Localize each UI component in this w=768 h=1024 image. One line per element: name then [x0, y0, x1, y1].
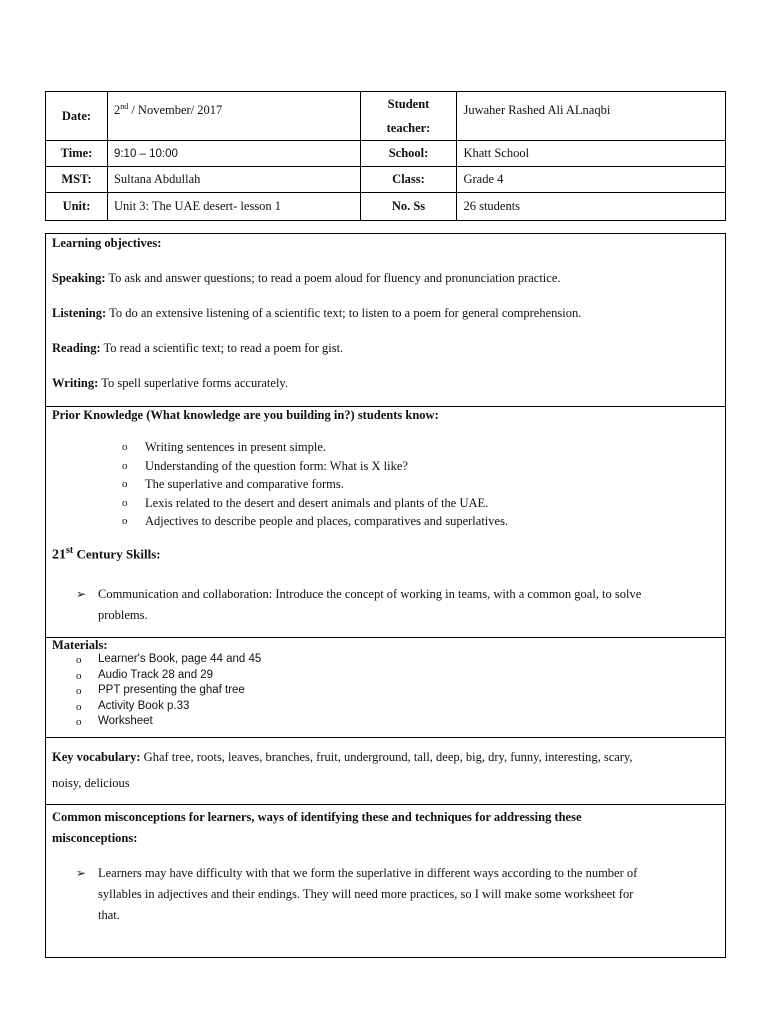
- circle-bullet-icon: o: [76, 716, 82, 728]
- prior-knowledge-item: The superlative and comparative forms.: [145, 477, 344, 491]
- school-label: School:: [360, 141, 457, 167]
- student-teacher-value: Juwaher Rashed Ali ALnaqbi: [457, 92, 726, 141]
- prior-knowledge-item: Writing sentences in present simple.: [145, 440, 327, 454]
- speaking-objective: Speaking: To ask and answer questions; to read a poem aloud for fluency and pronunciation practice.: [52, 271, 561, 285]
- header-row-mst: [46, 167, 726, 193]
- misconceptions-heading-line-2: misconceptions:: [52, 831, 138, 845]
- circle-bullet-icon: o: [122, 496, 128, 509]
- vocabulary-line-2: noisy, delicious: [52, 776, 130, 790]
- century-skills-heading: 21st Century Skills:: [52, 545, 161, 563]
- materials-section: [46, 637, 725, 738]
- lesson-plan-body: [45, 233, 726, 958]
- circle-bullet-icon: o: [76, 685, 82, 697]
- no-ss-value: 26 students: [457, 193, 726, 221]
- mst-label: MST:: [46, 167, 108, 193]
- unit-value: Unit 3: The UAE desert- lesson 1: [107, 193, 360, 221]
- circle-bullet-icon: o: [122, 478, 128, 490]
- key-vocabulary-section: [46, 737, 725, 806]
- misconceptions-heading-line-1: Common misconceptions for learners, ways of identifying these and techniques for addressing these: [52, 810, 582, 824]
- prior-knowledge-item: Lexis related to the desert and desert animals and plants of the UAE.: [145, 495, 489, 510]
- date-label: Date:: [46, 92, 108, 141]
- circle-bullet-icon: o: [122, 459, 128, 472]
- materials-item: Activity Book p.33: [98, 699, 190, 712]
- materials-item: Audio Track 28 and 29: [98, 668, 214, 681]
- time-label: Time:: [46, 141, 108, 167]
- header-row-date: [46, 92, 726, 141]
- materials-item: Worksheet: [98, 715, 153, 727]
- class-label: Class:: [360, 167, 457, 193]
- lesson-header-table: [45, 91, 726, 221]
- circle-bullet-icon: o: [76, 669, 82, 682]
- arrow-bullet-icon: ➢: [76, 587, 87, 601]
- prior-knowledge-section: [46, 406, 725, 637]
- misconception-line-3: that.: [98, 908, 120, 922]
- misconception-line-1: Learners may have difficulty with that we form the superlative in different ways according to the number of: [98, 866, 638, 880]
- no-ss-label: No. Ss: [360, 193, 457, 221]
- objectives-heading: Learning objectives:: [52, 236, 162, 250]
- misconception-line-2: syllables in adjectives and their endings. They will need more practices, so I will make some worksheet for: [98, 887, 634, 901]
- circle-bullet-icon: o: [76, 700, 82, 713]
- arrow-bullet-icon: ➢: [76, 866, 87, 880]
- materials-heading: Materials:: [52, 638, 108, 652]
- listening-objective: Listening: To do an extensive listening of a scientific text; to listen to a poem for general comprehension.: [52, 306, 582, 320]
- mst-value: Sultana Abdullah: [107, 167, 360, 193]
- prior-knowledge-item: Understanding of the question form: What is X like?: [145, 458, 408, 473]
- century-skill-line-2: problems.: [98, 608, 148, 622]
- writing-objective: Writing: To spell superlative forms accurately.: [52, 376, 288, 390]
- class-value: Grade 4: [457, 167, 726, 193]
- century-skill-line-1: Communication and collaboration: Introduce the concept of working in teams, with a common goal, to solve: [98, 587, 642, 601]
- circle-bullet-icon: o: [122, 515, 128, 527]
- vocabulary-line-1: Key vocabulary: Ghaf tree, roots, leaves, branches, fruit, underground, tall, deep, big, dry, funny, interesting, scary,: [52, 750, 633, 764]
- time-value: 9:10 – 10:00: [107, 141, 360, 167]
- materials-item: Learner's Book, page 44 and 45: [98, 653, 262, 665]
- circle-bullet-icon: o: [76, 654, 82, 666]
- reading-objective: Reading: To read a scientific text; to read a poem for gist.: [52, 341, 344, 355]
- circle-bullet-icon: o: [122, 441, 128, 453]
- unit-label: Unit:: [46, 193, 108, 221]
- date-value: 2nd / November/ 2017: [107, 92, 360, 141]
- student-teacher-label: Student teacher:: [360, 92, 457, 141]
- misconceptions-section: [46, 804, 725, 959]
- school-value: Khatt School: [457, 141, 726, 167]
- header-row-unit: [46, 193, 726, 221]
- materials-item: PPT presenting the ghaf tree: [98, 684, 245, 696]
- prior-knowledge-item: Adjectives to describe people and places, comparatives and superlatives.: [145, 514, 509, 528]
- header-row-time: [46, 141, 726, 167]
- prior-knowledge-heading: Prior Knowledge (What knowledge are you building in?) students know:: [52, 408, 439, 422]
